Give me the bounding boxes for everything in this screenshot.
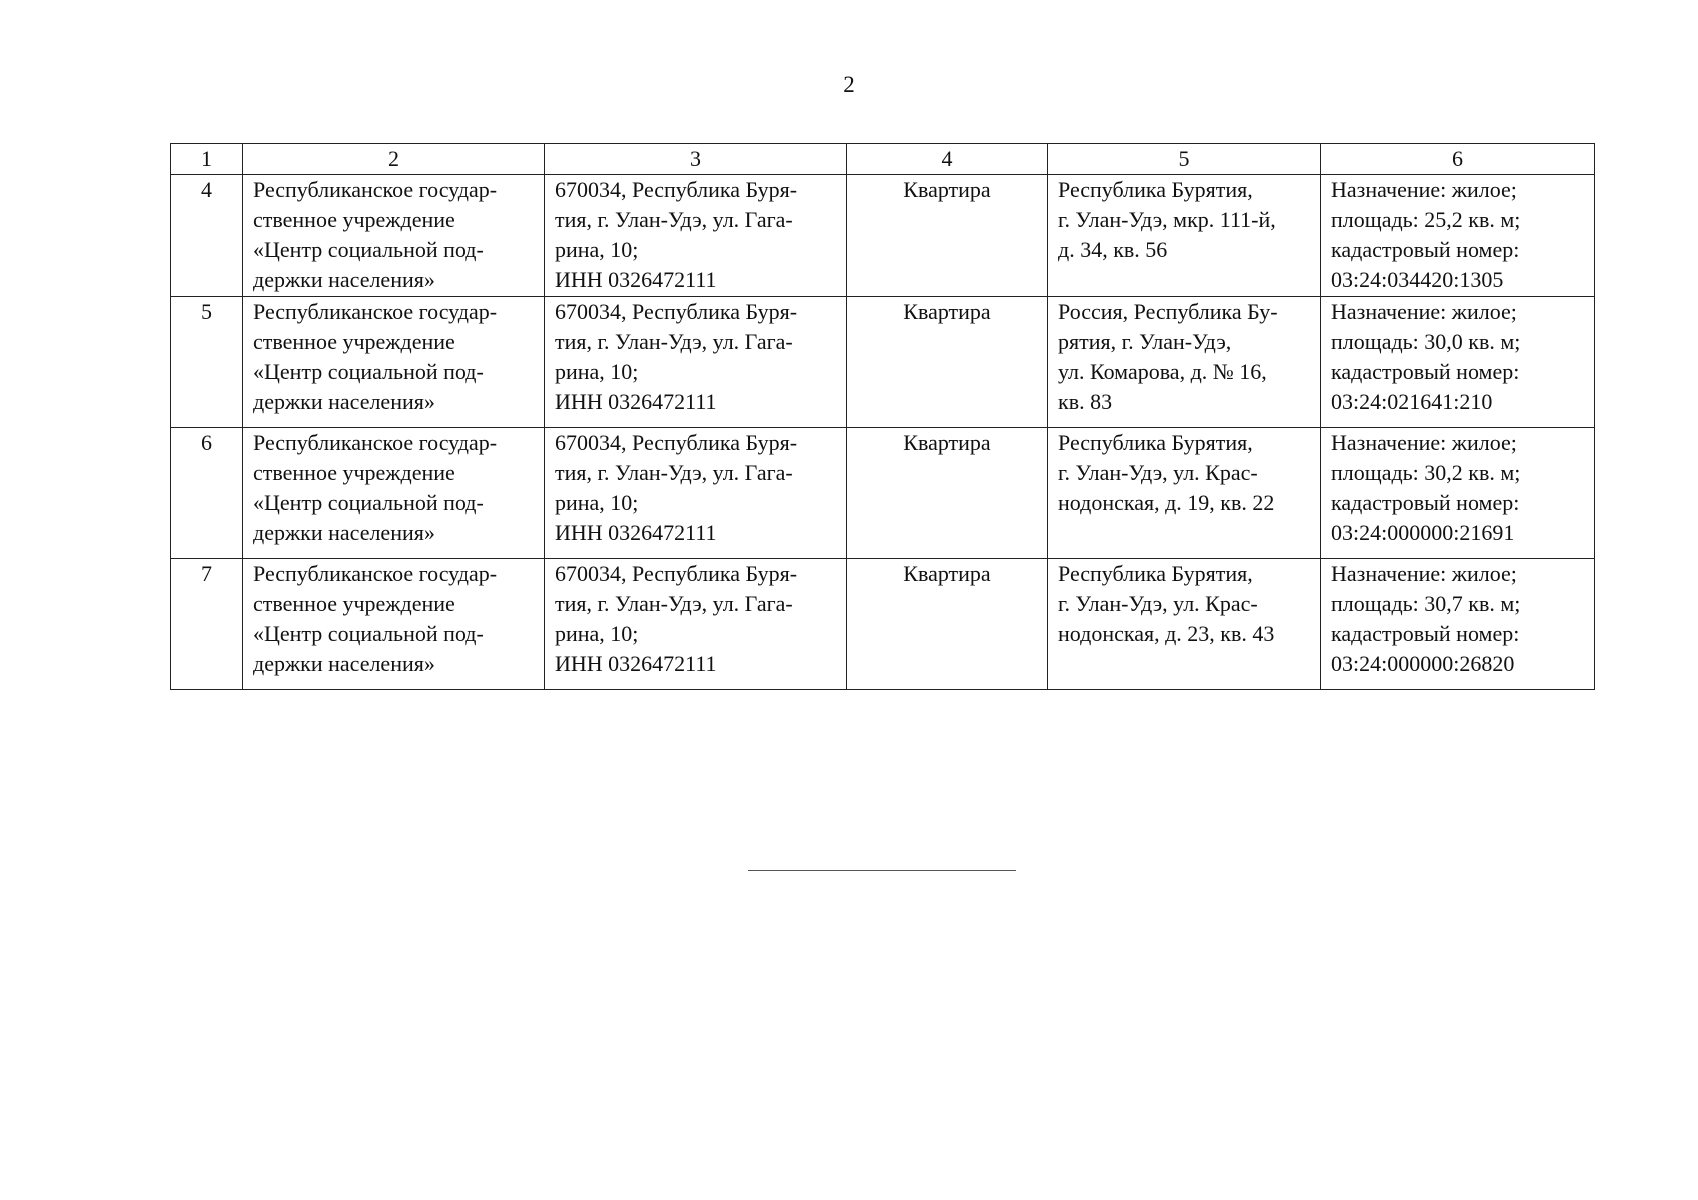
- cell-line: Россия, Республика Бу-: [1058, 299, 1278, 324]
- cell-line: «Центр социальной под-: [253, 490, 484, 515]
- holder-address-cell: [545, 175, 847, 297]
- cell-line: ИНН 0326472111: [555, 267, 717, 292]
- holder-address-cell: [545, 297, 847, 428]
- cell-line: 670034, Республика Буря-: [555, 430, 798, 455]
- cell-line: держки населения»: [253, 389, 435, 414]
- cell-line: держки населения»: [253, 267, 435, 292]
- cell-line: кадастровый номер:: [1331, 490, 1520, 515]
- header-cell: 4: [847, 144, 1048, 175]
- object-type-cell: Квартира: [847, 175, 1048, 297]
- table-row: [171, 297, 1595, 428]
- cell-line: ственное учреждение: [253, 329, 455, 354]
- cell-line: г. Улан-Удэ, ул. Крас-: [1058, 460, 1258, 485]
- cell-line: кадастровый номер:: [1331, 359, 1520, 384]
- cell-line: площадь: 30,2 кв. м;: [1331, 460, 1521, 485]
- cell-line: тия, г. Улан-Удэ, ул. Гага-: [555, 460, 793, 485]
- cell-line: Назначение: жилое;: [1331, 430, 1517, 455]
- cell-line: держки населения»: [253, 520, 435, 545]
- characteristics-cell: [1321, 175, 1595, 297]
- cell-line: ИНН 0326472111: [555, 520, 717, 545]
- holder-cell: [243, 428, 545, 559]
- header-cell: 1: [171, 144, 243, 175]
- cell-line: площадь: 30,7 кв. м;: [1331, 591, 1521, 616]
- cell-line: тия, г. Улан-Удэ, ул. Гага-: [555, 329, 793, 354]
- cell-line: тия, г. Улан-Удэ, ул. Гага-: [555, 207, 793, 232]
- table-row: [171, 559, 1595, 690]
- characteristics-cell: [1321, 297, 1595, 428]
- cell-line: ИНН 0326472111: [555, 389, 717, 414]
- cell-line: ИНН 0326472111: [555, 651, 717, 676]
- header-cell: 5: [1048, 144, 1321, 175]
- cell-line: кв. 83: [1058, 389, 1113, 414]
- cell-line: рина, 10;: [555, 237, 639, 262]
- cell-line: тия, г. Улан-Удэ, ул. Гага-: [555, 591, 793, 616]
- table-header-row: [171, 144, 1595, 175]
- cell-line: г. Улан-Удэ, мкр. 111-й,: [1058, 207, 1276, 232]
- cell-line: Республика Бурятия,: [1058, 561, 1253, 586]
- holder-address-cell: [545, 559, 847, 690]
- object-type-cell: Квартира: [847, 428, 1048, 559]
- row-number: 6: [171, 428, 243, 559]
- object-address-cell: [1048, 428, 1321, 559]
- header-cell: 6: [1321, 144, 1595, 175]
- cell-line: ственное учреждение: [253, 460, 455, 485]
- cell-line: кадастровый номер:: [1331, 621, 1520, 646]
- cell-line: 670034, Республика Буря-: [555, 177, 798, 202]
- cell-line: 03:24:021641:210: [1331, 389, 1493, 414]
- table-row: [171, 175, 1595, 297]
- row-number: 5: [171, 297, 243, 428]
- cell-line: Назначение: жилое;: [1331, 561, 1517, 586]
- cell-line: 03:24:034420:1305: [1331, 267, 1504, 292]
- object-address-cell: [1048, 297, 1321, 428]
- object-address-cell: [1048, 175, 1321, 297]
- cell-line: Назначение: жилое;: [1331, 299, 1517, 324]
- characteristics-cell: [1321, 559, 1595, 690]
- cell-line: 03:24:000000:21691: [1331, 520, 1515, 545]
- cell-line: «Центр социальной под-: [253, 237, 484, 262]
- row-number: 4: [171, 175, 243, 297]
- holder-cell: [243, 175, 545, 297]
- cell-line: Республиканское государ-: [253, 177, 498, 202]
- row-number: 7: [171, 559, 243, 690]
- cell-line: нодонская, д. 23, кв. 43: [1058, 621, 1275, 646]
- cell-line: Назначение: жилое;: [1331, 177, 1517, 202]
- holder-cell: [243, 297, 545, 428]
- header-cell: 3: [545, 144, 847, 175]
- cell-line: ул. Комарова, д. № 16,: [1058, 359, 1267, 384]
- cell-line: Республика Бурятия,: [1058, 430, 1253, 455]
- cell-line: рина, 10;: [555, 359, 639, 384]
- cell-line: Республиканское государ-: [253, 561, 498, 586]
- cell-line: г. Улан-Удэ, ул. Крас-: [1058, 591, 1258, 616]
- cell-line: д. 34, кв. 56: [1058, 237, 1168, 262]
- cell-line: «Центр социальной под-: [253, 359, 484, 384]
- cell-line: держки населения»: [253, 651, 435, 676]
- cell-line: 670034, Республика Буря-: [555, 299, 798, 324]
- object-address-cell: [1048, 559, 1321, 690]
- object-type-cell: Квартира: [847, 559, 1048, 690]
- end-divider: [748, 870, 1016, 871]
- cell-line: площадь: 30,0 кв. м;: [1331, 329, 1521, 354]
- cell-line: Республиканское государ-: [253, 299, 498, 324]
- cell-line: ственное учреждение: [253, 207, 455, 232]
- holder-address-cell: [545, 428, 847, 559]
- property-table: [170, 143, 1595, 690]
- cell-line: Республиканское государ-: [253, 430, 498, 455]
- header-cell: 2: [243, 144, 545, 175]
- cell-line: рина, 10;: [555, 621, 639, 646]
- cell-line: нодонская, д. 19, кв. 22: [1058, 490, 1275, 515]
- holder-cell: [243, 559, 545, 690]
- table-row: [171, 428, 1595, 559]
- cell-line: «Центр социальной под-: [253, 621, 484, 646]
- characteristics-cell: [1321, 428, 1595, 559]
- cell-line: Республика Бурятия,: [1058, 177, 1253, 202]
- cell-line: рятия, г. Улан-Удэ,: [1058, 329, 1232, 354]
- cell-line: кадастровый номер:: [1331, 237, 1520, 262]
- cell-line: 03:24:000000:26820: [1331, 651, 1515, 676]
- page-number: 2: [843, 72, 855, 97]
- cell-line: ственное учреждение: [253, 591, 455, 616]
- cell-line: 670034, Республика Буря-: [555, 561, 798, 586]
- cell-line: площадь: 25,2 кв. м;: [1331, 207, 1521, 232]
- object-type-cell: Квартира: [847, 297, 1048, 428]
- cell-line: рина, 10;: [555, 490, 639, 515]
